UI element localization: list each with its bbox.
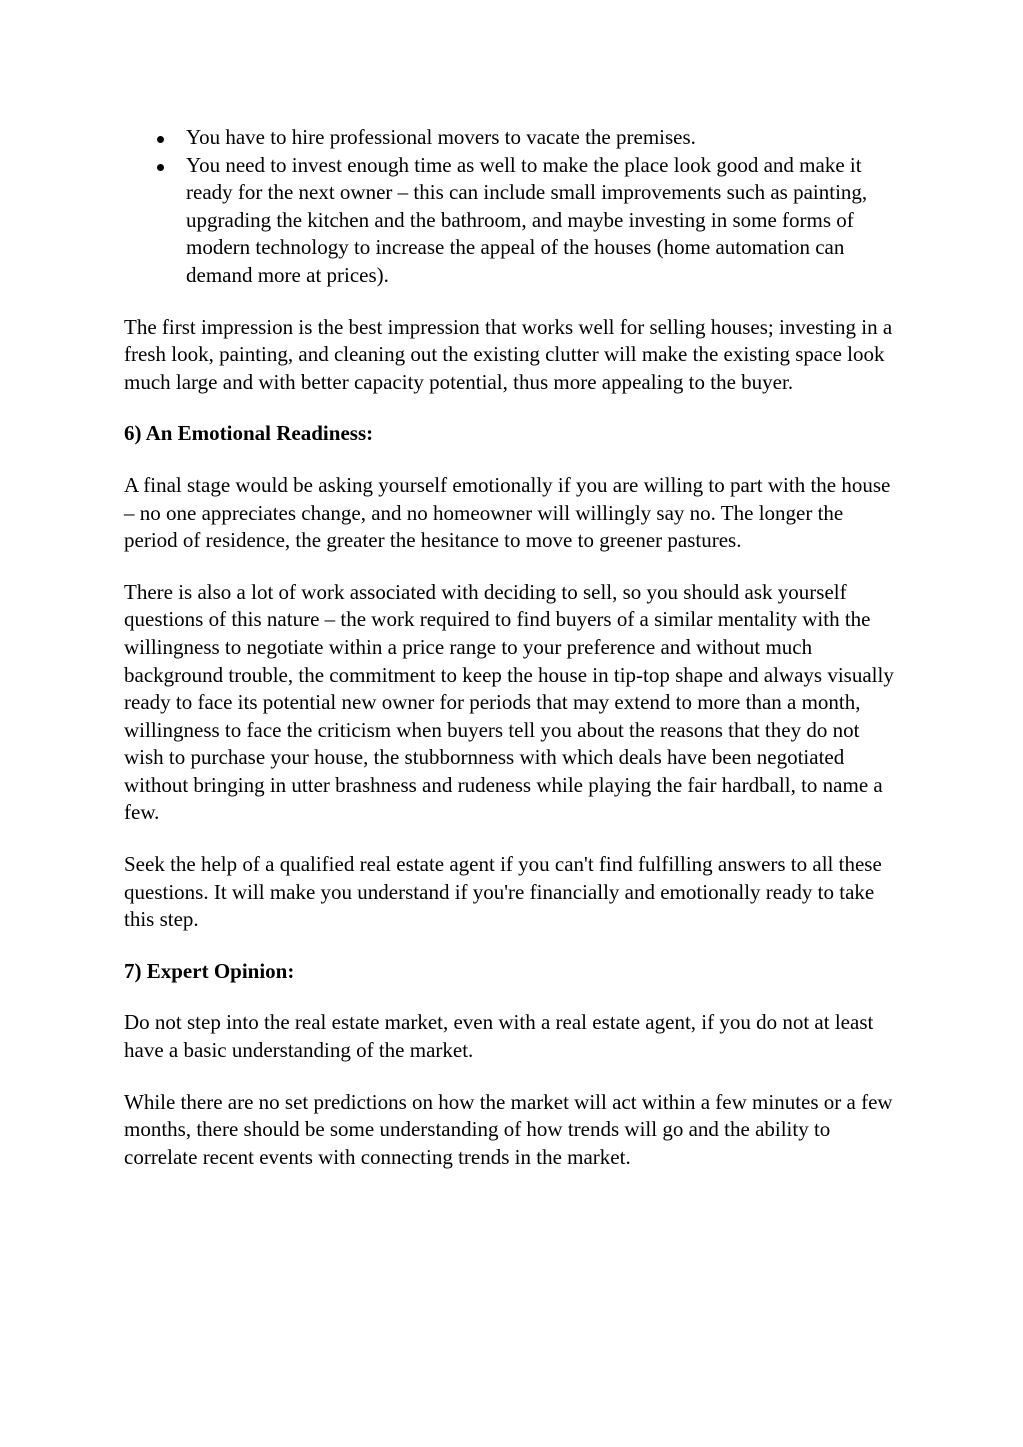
bullet-list	[124, 124, 899, 290]
list-item-text: You need to invest enough time as well to make the place look good and make it ready for the next owner – this can include small improvements such as painting, upgrading the kitchen and the bathroom, and maybe investing in some forms of modern technology to increase the appeal of the houses (home automation can demand more at prices).	[186, 152, 868, 287]
paragraph: Seek the help of a qualified real estate agent if you can't find fulfilling answers to all these questions. It will make you understand if you're financially and emotionally ready to take this step.	[124, 852, 882, 932]
paragraph: While there are no set predictions on how the market will act within a few minutes or a few months, there should be some understanding of how trends will go and the ability to correlate recent events with connecting trends in the market.	[124, 1089, 893, 1169]
bullet-icon	[157, 136, 164, 143]
paragraph: A final stage would be asking yourself emotionally if you are willing to part with the house – no one appreciates change, and no homeowner will willingly say no. The longer the period of residence, the greater the hesitance to move to greener pastures.	[124, 472, 891, 553]
section-heading-expert-opinion: 7) Expert Opinion:	[124, 958, 295, 983]
section-heading-emotional-readiness: 6) An Emotional Readiness:	[124, 421, 374, 446]
paragraph: There is also a lot of work associated with deciding to sell, so you should ask yourself questions of this nature – the work required to find buyers of a similar mentality with the willingness to negotiate within a price range to your preference and without much background trouble, the commitment to keep the house in tip-top shape and always visually ready to face its potential new owner for periods that may extend to more than a month, willingness to face the criticism when buyers tell you about the reasons that they do not wish to purchase your house, the stubbornness with which deals have been negotiated without bringing in utter brashness and rudeness while playing the fair hardball, to name a few.	[124, 579, 894, 825]
intro-paragraph: The first impression is the best impression that works well for selling houses; investing in a fresh look, painting, and cleaning out the existing clutter will make the existing space look much large and with better capacity potential, thus more appealing to the buyer.	[124, 314, 893, 394]
bullet-icon	[157, 164, 164, 171]
list-item	[186, 124, 899, 152]
list-item	[186, 152, 899, 290]
list-item-text: You have to hire professional movers to vacate the premises.	[186, 125, 696, 149]
document-page	[124, 124, 899, 1195]
paragraph: Do not step into the real estate market, even with a real estate agent, if you do not at least have a basic understanding of the market.	[124, 1010, 874, 1063]
